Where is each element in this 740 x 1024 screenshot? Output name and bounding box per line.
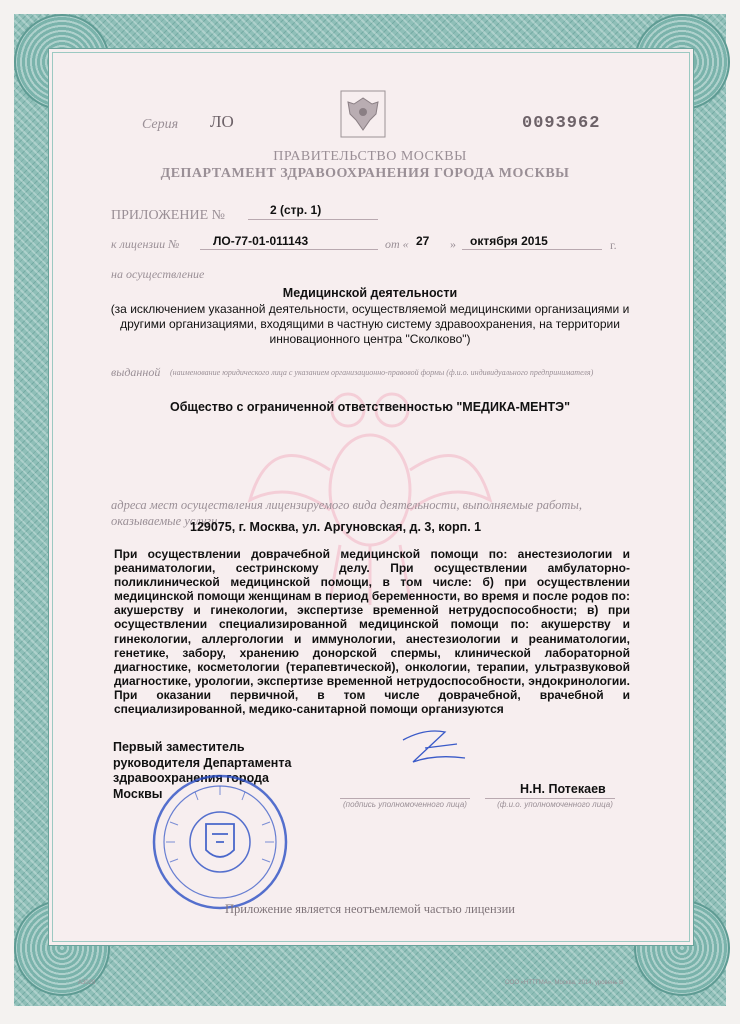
sign-hint: (подпись уполномоченного лица)	[343, 800, 467, 809]
close-quote: »	[450, 237, 456, 251]
address-value: 129075, г. Москва, ул. Аргуновская, д. 3, корп. 1	[190, 520, 482, 534]
footer-printer: ООО «НТТГМА», Москва, 2014, уровень В	[505, 980, 624, 986]
license-number: ЛО-77-01-011143	[213, 234, 309, 248]
address-label: адреса мест осуществления лицензируемого вида деятельности, выполняемые работы, оказываемые услуги	[111, 498, 582, 528]
license-label: к лицензии №	[111, 237, 180, 251]
license-month-year: октября 2015	[470, 234, 548, 248]
signatory-name: Н.Н. Потекаев	[520, 782, 606, 796]
position-line: здравоохранения города	[113, 771, 269, 785]
name-hint: (ф.и.о. уполномоченного лица)	[497, 800, 613, 809]
position-line: Первый заместитель	[113, 740, 245, 754]
year-suffix: г.	[610, 238, 617, 252]
coat-of-arms-icon	[340, 90, 386, 138]
footer-left-code: А3028	[78, 980, 96, 986]
services-text: При осуществлении доврачебной медицинской помощи по: анестезиологии и реаниматологии, сестринскому делу. При осуществлении амбулаторно-поликлинической медицинской помощи, в том числе: б) при осуществлении медицинской помощи женщинам в период беременности, во время и после родов по: акушерству и гинекологии, экспертизе временной нетрудоспособности; в) при осуществлении специализированной медицинской помощи по: акушерству и гинекологии, аллергологии и иммунологии, анестезиологии и реаниматологии, генетике, забору, хранению донорской спермы, клинической лабораторной диагностике, косметологии (терапевтической), онкологии, терапии, ультразвуковой диагностике, урологии, экспертизе временной нетрудоспособности, эндокринологии. При оказании первичной, в том числе доврачебной, врачебной и специализированной, медико-санитарной помощи организуются	[114, 547, 630, 717]
appendix-label: ПРИЛОЖЕНИЕ №	[111, 208, 225, 223]
position-line: руководителя Департамента	[113, 755, 292, 770]
organization-name: Общество с ограниченной ответственностью "МЕДИКА-МЕНТЭ"	[169, 400, 571, 414]
license-day: 27	[416, 234, 430, 248]
license-number-field	[200, 233, 378, 250]
appendix-value: 2 (стр. 1)	[270, 203, 322, 217]
activity-title: Медицинской деятельности	[282, 286, 458, 300]
license-date-field	[462, 233, 602, 250]
issued-label: выданной	[111, 365, 161, 379]
blank-number: 0093962	[522, 114, 601, 133]
activity-note: (за исключением указанной деятельности, осуществляемой медицинскими организациями и другими организациями, входящими в частную систему здравоохранения, на территории инновационного центра "Сколково")	[110, 302, 630, 346]
department-title: ДЕПАРТАМЕНТ ЗДРАВООХРАНЕНИЯ ГОРОДА МОСКВЫ	[160, 166, 570, 181]
sign-line	[340, 790, 470, 799]
government-title: ПРАВИТЕЛЬСТВО МОСКВЫ	[273, 149, 467, 164]
footer-note: Приложение является неотъемлемой частью лицензии	[225, 902, 515, 916]
series-value: ЛО	[210, 112, 234, 131]
activity-label: на осуществление	[111, 267, 205, 281]
signature-scribble-icon	[395, 718, 475, 778]
position-line: Москвы	[113, 786, 163, 801]
appendix-field	[248, 203, 378, 220]
issued-hint: (наименование юридического лица с указанием организационно-правовой формы (ф.и.о. индивидуального предпринимателя)	[170, 368, 594, 377]
official-seal-icon	[150, 772, 290, 912]
series-label: Серия	[142, 117, 179, 132]
from-label: от «	[385, 237, 409, 251]
